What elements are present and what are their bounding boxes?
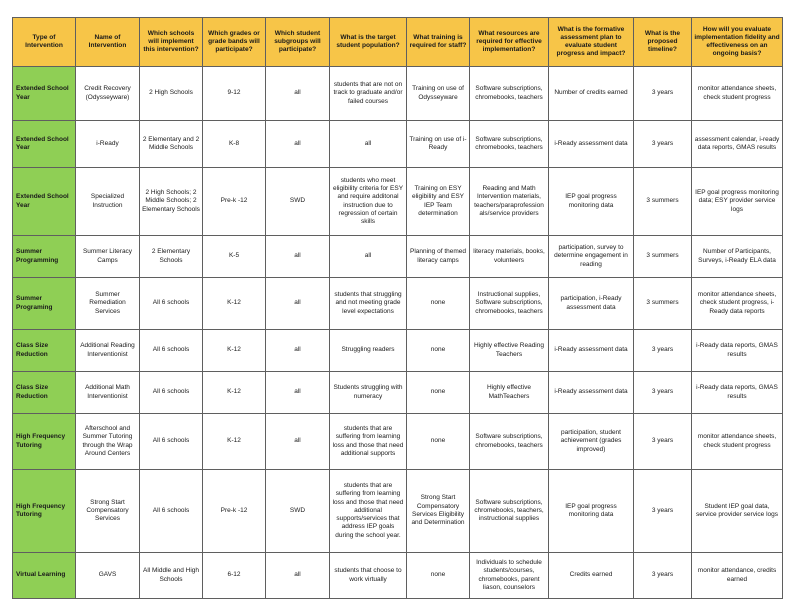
population-cell: Struggling readers xyxy=(330,330,407,372)
grades-cell: K-8 xyxy=(203,121,266,168)
subgroups-cell: SWD xyxy=(266,470,330,553)
evaluation-cell: monitor attendance sheets, check student progress xyxy=(692,67,783,121)
training-cell: none xyxy=(407,330,470,372)
intervention-table xyxy=(12,17,783,599)
resources-cell: literacy materials, books, volunteers xyxy=(470,236,549,278)
evaluation-cell: monitor attendance, credits earned xyxy=(692,553,783,599)
type-cell: High Frequency Tutoring xyxy=(13,414,76,470)
name-cell: Specialized Instruction xyxy=(76,168,140,236)
schools-cell: 2 Elementary and 2 Middle Schools xyxy=(140,121,203,168)
table-row xyxy=(13,168,783,236)
timeline-cell: 3 years xyxy=(634,553,692,599)
training-cell: Planning of themed literacy camps xyxy=(407,236,470,278)
subgroups-cell: SWD xyxy=(266,168,330,236)
resources-cell: Instructional supplies, Software subscriptions, chromebooks, teachers xyxy=(470,278,549,330)
subgroups-cell: all xyxy=(266,330,330,372)
timeline-cell: 3 years xyxy=(634,330,692,372)
subgroups-cell: all xyxy=(266,553,330,599)
assessment-cell: participation, survey to determine engagement in reading xyxy=(549,236,634,278)
training-cell: none xyxy=(407,414,470,470)
assessment-cell: i-Ready assessment data xyxy=(549,330,634,372)
assessment-cell: IEP goal progress monitoring data xyxy=(549,470,634,553)
type-cell: Summer Programing xyxy=(13,278,76,330)
schools-cell: All Middle and High Schools xyxy=(140,553,203,599)
type-cell: Extended School Year xyxy=(13,67,76,121)
timeline-cell: 3 summers xyxy=(634,236,692,278)
column-header-timeline-header: What is the proposed timeline? xyxy=(634,18,692,67)
population-cell: students who meet eligibility criteria for ESY and require additonal instruction due to regression of certain skills xyxy=(330,168,407,236)
timeline-cell: 3 years xyxy=(634,414,692,470)
evaluation-cell: Student IEP goal data, service provider service logs xyxy=(692,470,783,553)
grades-cell: Pre-k -12 xyxy=(203,168,266,236)
subgroups-cell: all xyxy=(266,278,330,330)
table-row xyxy=(13,67,783,121)
evaluation-cell: i-Ready data reports, GMAS results xyxy=(692,372,783,414)
name-cell: Strong Start Compensatory Services xyxy=(76,470,140,553)
column-header-type-header: Type of Intervention xyxy=(13,18,76,67)
table-row xyxy=(13,414,783,470)
assessment-cell: Credits earned xyxy=(549,553,634,599)
type-cell: Class Size Reduction xyxy=(13,372,76,414)
column-header-subgroups-header: Which student subgroups will participate? xyxy=(266,18,330,67)
training-cell: Training on ESY eligibility and ESY IEP Team determination xyxy=(407,168,470,236)
training-cell: Training on use of i-Ready xyxy=(407,121,470,168)
training-cell: Strong Start Compensatory Services Eligibility and Determination xyxy=(407,470,470,553)
table-row xyxy=(13,236,783,278)
resources-cell: Reading and Math Intervention materials, teachers/paraprofession als/service providers xyxy=(470,168,549,236)
grades-cell: K-12 xyxy=(203,372,266,414)
population-cell: Students struggling with numeracy xyxy=(330,372,407,414)
population-cell: students that are suffering from learning loss and those that need additional supports/services that address IEP goals during the school year. xyxy=(330,470,407,553)
resources-cell: Software subscriptions, chromebooks, teachers xyxy=(470,414,549,470)
column-header-evaluation-header: How will you evaluate implementation fidelity and effectiveness on an ongoing basis? xyxy=(692,18,783,67)
timeline-cell: 3 summers xyxy=(634,278,692,330)
timeline-cell: 3 summers xyxy=(634,168,692,236)
training-cell: none xyxy=(407,553,470,599)
evaluation-cell: i-Ready data reports, GMAS results xyxy=(692,330,783,372)
table-row xyxy=(13,372,783,414)
type-cell: Extended School Year xyxy=(13,168,76,236)
table-row xyxy=(13,121,783,168)
assessment-cell: participation, student achievement (grades improved) xyxy=(549,414,634,470)
assessment-cell: i-Ready assessment data xyxy=(549,372,634,414)
subgroups-cell: all xyxy=(266,414,330,470)
evaluation-cell: monitor attendance sheets, check student progress xyxy=(692,414,783,470)
type-cell: Virtual Learning xyxy=(13,553,76,599)
column-header-grades-header: Which grades or grade bands will participate? xyxy=(203,18,266,67)
column-header-resources-header: What resources are required for effective implementation? xyxy=(470,18,549,67)
column-header-name-header: Name of Intervention xyxy=(76,18,140,67)
assessment-cell: IEP goal progress monitoring data xyxy=(549,168,634,236)
resources-cell: Software subscriptions, chromebooks, teachers xyxy=(470,121,549,168)
evaluation-cell: IEP goal progress monitoring data; ESY provider service logs xyxy=(692,168,783,236)
column-header-schools-header: Which schools will implement this intervention? xyxy=(140,18,203,67)
name-cell: Summer Remediation Services xyxy=(76,278,140,330)
column-header-assessment-header: What is the formative assessment plan to evaluate student progress and impact? xyxy=(549,18,634,67)
table-body xyxy=(13,67,783,599)
population-cell: students that struggling and not meeting grade level expectations xyxy=(330,278,407,330)
timeline-cell: 3 years xyxy=(634,121,692,168)
type-cell: Summer Programming xyxy=(13,236,76,278)
subgroups-cell: all xyxy=(266,67,330,121)
evaluation-cell: monitor attendance sheets, check student progress, i-Ready data reports xyxy=(692,278,783,330)
schools-cell: All 6 schools xyxy=(140,330,203,372)
population-cell: students that are suffering from learning loss and those that need additional supports xyxy=(330,414,407,470)
evaluation-cell: Number of Participants, Surveys, i-Ready ELA data xyxy=(692,236,783,278)
resources-cell: Highly effective MathTeachers xyxy=(470,372,549,414)
subgroups-cell: all xyxy=(266,236,330,278)
resources-cell: Individuals to schedule students/courses, chromebooks, parent liason, counselors xyxy=(470,553,549,599)
schools-cell: All 6 schools xyxy=(140,414,203,470)
population-cell: students that are not on track to graduate and/or failed courses xyxy=(330,67,407,121)
name-cell: Additional Math Interventionist xyxy=(76,372,140,414)
training-cell: Training on use of Odysseyware xyxy=(407,67,470,121)
name-cell: GAVS xyxy=(76,553,140,599)
name-cell: i-Ready xyxy=(76,121,140,168)
schools-cell: 2 High Schools; 2 Middle Schools; 2 Elementary Schools xyxy=(140,168,203,236)
name-cell: Additional Reading Interventionist xyxy=(76,330,140,372)
subgroups-cell: all xyxy=(266,121,330,168)
header-row xyxy=(13,18,783,67)
grades-cell: K-5 xyxy=(203,236,266,278)
grades-cell: K-12 xyxy=(203,330,266,372)
timeline-cell: 3 years xyxy=(634,372,692,414)
schools-cell: 2 High Schools xyxy=(140,67,203,121)
grades-cell: K-12 xyxy=(203,414,266,470)
training-cell: none xyxy=(407,278,470,330)
column-header-training-header: What training is required for staff? xyxy=(407,18,470,67)
training-cell: none xyxy=(407,372,470,414)
name-cell: Credit Recovery (Odysseyware) xyxy=(76,67,140,121)
schools-cell: All 6 schools xyxy=(140,278,203,330)
schools-cell: 2 Elementary Schools xyxy=(140,236,203,278)
resources-cell: Software subscriptions, chromebooks, teachers, instructional supplies xyxy=(470,470,549,553)
table-row xyxy=(13,470,783,553)
resources-cell: Highly effective Reading Teachers xyxy=(470,330,549,372)
name-cell: Summer Literacy Camps xyxy=(76,236,140,278)
schools-cell: All 6 schools xyxy=(140,372,203,414)
timeline-cell: 3 years xyxy=(634,67,692,121)
population-cell: all xyxy=(330,121,407,168)
grades-cell: 6-12 xyxy=(203,553,266,599)
resources-cell: Software subscriptions, chromebooks, teachers xyxy=(470,67,549,121)
table-row xyxy=(13,278,783,330)
population-cell: students that choose to work virtually xyxy=(330,553,407,599)
population-cell: all xyxy=(330,236,407,278)
grades-cell: Pre-k -12 xyxy=(203,470,266,553)
table-row xyxy=(13,553,783,599)
subgroups-cell: all xyxy=(266,372,330,414)
name-cell: Afterschool and Summer Tutoring through the Wrap Around Centers xyxy=(76,414,140,470)
table-row xyxy=(13,330,783,372)
column-header-population-header: What is the target student population? xyxy=(330,18,407,67)
evaluation-cell: assessment calendar, i-ready data reports, GMAS results xyxy=(692,121,783,168)
type-cell: Class Size Reduction xyxy=(13,330,76,372)
grades-cell: K-12 xyxy=(203,278,266,330)
timeline-cell: 3 years xyxy=(634,470,692,553)
assessment-cell: i-Ready assessment data xyxy=(549,121,634,168)
type-cell: Extended School Year xyxy=(13,121,76,168)
schools-cell: All 6 schools xyxy=(140,470,203,553)
assessment-cell: Number of credits earned xyxy=(549,67,634,121)
type-cell: High Frequency Tutoring xyxy=(13,470,76,553)
grades-cell: 9-12 xyxy=(203,67,266,121)
assessment-cell: participation, i-Ready assessment data xyxy=(549,278,634,330)
